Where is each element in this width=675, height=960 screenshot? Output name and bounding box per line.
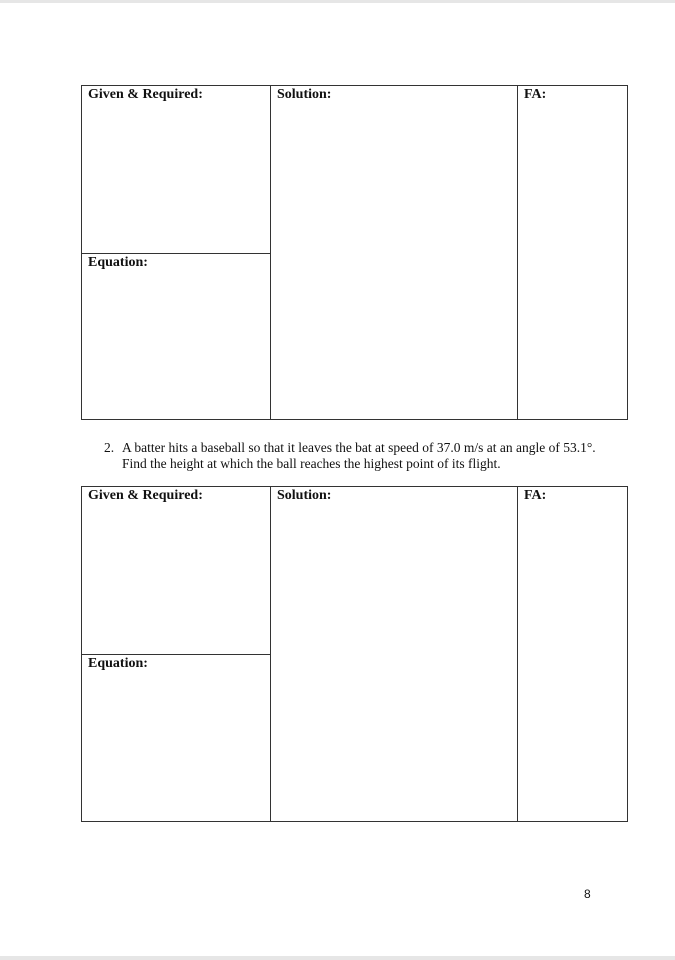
solution-label: Solution: (277, 87, 332, 102)
problem-text (122, 440, 622, 472)
page-bottom-edge (0, 956, 675, 960)
problem-line-2: Find the height at which the ball reaches the highest point of its flight. (122, 456, 501, 471)
page-number: 8 (584, 887, 591, 901)
given-required-label: Given & Required: (88, 488, 203, 503)
divider-solution (270, 487, 271, 821)
divider-equation (82, 253, 270, 254)
page-top-edge (0, 0, 675, 3)
fa-label: FA: (524, 488, 547, 503)
equation-label: Equation: (88, 255, 148, 270)
worksheet-table-1 (81, 85, 628, 420)
fa-label: FA: (524, 87, 547, 102)
divider-fa (517, 487, 518, 821)
worksheet-table-2 (81, 486, 628, 822)
divider-equation (82, 654, 270, 655)
problem-line-1: A batter hits a baseball so that it leaves the bat at speed of 37.0 m/s at an angle of 53.1°. (122, 440, 596, 455)
given-required-label: Given & Required: (88, 87, 203, 102)
problem-number: 2. (104, 440, 115, 455)
solution-label: Solution: (277, 488, 332, 503)
equation-label: Equation: (88, 656, 148, 671)
divider-solution (270, 86, 271, 419)
divider-fa (517, 86, 518, 419)
